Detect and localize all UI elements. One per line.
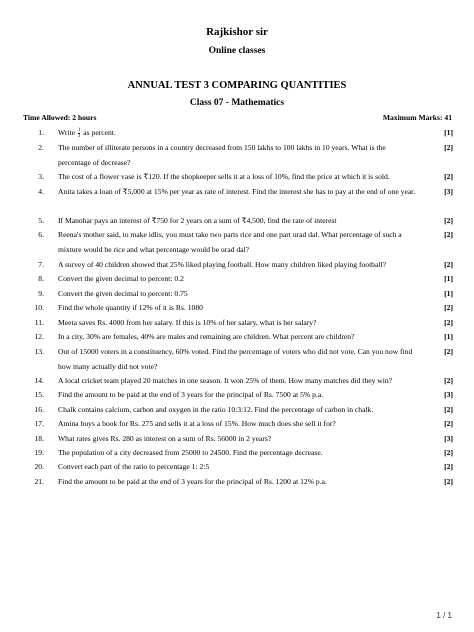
question-marks: [2]: [444, 376, 453, 385]
page-indicator: 1 / 1: [436, 611, 452, 620]
question-text: Out of 15000 voters in a constituency, 60% voted. Find the percentage of voters who did not vote. Can you now find how many actually did not vote?: [58, 347, 413, 371]
question-marks: [2]: [444, 260, 453, 269]
question-text: The number of illiterate persons in a country decreased from 150 lakhs to 100 lakhs in 10 years. What is the percentage of decrease?: [58, 143, 386, 167]
test-title: ANNUAL TEST 3 COMPARING QUANTITIES: [127, 80, 347, 91]
time-allowed: Time Allowed: 2 hours: [23, 113, 97, 122]
question-text: In a city, 30% are females, 40% are males and remaining are children. What percent are children?: [58, 332, 355, 341]
question-number: 17.: [34, 419, 44, 428]
question-text: Amina buys a book for Rs. 275 and sells it at a loss of 15%. How much does she sell it for?: [58, 419, 336, 428]
question-number: 4.: [38, 187, 44, 196]
question-text: Convert the given decimal to percent: 0.75: [58, 289, 188, 298]
question-marks: [2]: [444, 405, 453, 414]
question-text-suffix: as percent.: [83, 128, 116, 137]
fraction-denominator: 3: [77, 133, 81, 139]
question-text: Find the whole quantity if 12% of it is Rs. 1080: [58, 303, 203, 312]
question-number: 16.: [34, 405, 44, 414]
author-name: Rajkishor sir: [206, 26, 268, 38]
question-text: Find the amount to be paid at the end of 3 years for the principal of Rs. 7500 at 5% p.a.: [58, 390, 324, 399]
question-marks: [2]: [444, 462, 453, 471]
question-text: Convert the given decimal to percent: 0.2: [58, 274, 184, 283]
question-marks: [3]: [444, 434, 453, 443]
question-text: Anita takes a loan of ₹5,000 at 15% per year as rate of interest. Find the interest she has to pay at the end of one year.: [58, 187, 416, 196]
question-number: 15.: [34, 390, 44, 399]
question-number: 13.: [34, 347, 44, 356]
question-number: 14.: [34, 376, 44, 385]
question-text: The population of a city decreased from 25000 to 24500. Find the percentage decrease.: [58, 448, 323, 457]
question-number: 5.: [38, 216, 44, 225]
fraction-numerator: 1: [77, 127, 81, 133]
question-number: 6.: [38, 230, 44, 239]
question-marks: [1]: [444, 128, 453, 137]
subtitle: Online classes: [208, 46, 266, 56]
question-text: The cost of a flower vase is ₹120. If the shopkeeper sells it at a loss of 10%, find the price at which it is sold.: [58, 172, 390, 181]
question-marks: [2]: [444, 172, 453, 181]
question-marks: [2]: [444, 230, 453, 239]
question-text: Convert each part of the ratio to percentage 1: 2:5: [58, 462, 210, 471]
question-text: Meeta saves Rs. 4000 from her salary. If this is 10% of her salary, what is her salary?: [58, 318, 317, 327]
question-text: A survey of 40 children showed that 25% liked playing football. How many children liked playing football?: [58, 260, 386, 269]
question-marks: [2]: [444, 419, 453, 428]
question-number: 8.: [38, 274, 44, 283]
question-marks: [2]: [444, 318, 453, 327]
question-marks: [2]: [444, 477, 453, 486]
question-marks: [3]: [444, 390, 453, 399]
class-line: Class 07 - Mathematics: [189, 98, 285, 108]
question-number: 10.: [34, 303, 44, 312]
question-number: 11.: [34, 318, 44, 327]
question-marks: [1]: [444, 332, 453, 341]
question-text: A local cricket team played 20 matches in one season. It won 25% of them. How many matches did they win?: [58, 376, 393, 385]
question-text: Chalk contains calcium, carbon and oxygen in the ratio 10:3:12. Find the percentage of carbon in chalk.: [58, 405, 374, 414]
question-text: What rates gives Rs. 280 as interest on a sum of Rs. 56000 in 2 years?: [58, 434, 272, 443]
maximum-marks: Maximum Marks: 41: [382, 113, 452, 122]
question-text: Find the amount to be paid at the end of 3 years for the principal of Rs. 1200 at 12% p.a.: [58, 477, 327, 486]
question-marks: [2]: [444, 143, 453, 152]
question-text-prefix: Write: [58, 128, 75, 137]
question-number: 20.: [34, 462, 44, 471]
question-number: 21.: [34, 477, 44, 486]
question-text: If Manohar pays an interest of ₹750 for 2 years on a sum of ₹4,500, find the rate of interest: [58, 216, 337, 225]
question-number: 7.: [38, 260, 44, 269]
fraction: [78, 128, 81, 139]
question-marks: [3]: [444, 187, 453, 196]
question-number: 12.: [34, 332, 44, 341]
question-number: 2.: [38, 143, 44, 152]
question-text: Reena's mother said, to make idlis, you must take two parts rice and one part urad dal. What percentage of such a mixture would be rice and what percentage would be urad dal?: [58, 230, 402, 254]
question-marks: [1]: [444, 289, 453, 298]
question-marks: [2]: [444, 347, 453, 356]
question-marks: [2]: [444, 303, 453, 312]
question-marks: [2]: [444, 448, 453, 457]
question-marks: [2]: [444, 216, 453, 225]
question-number: 19.: [34, 448, 44, 457]
question-number: 18.: [34, 434, 44, 443]
question-marks: [1]: [444, 274, 453, 283]
question-number: 1.: [38, 128, 44, 137]
question-number: 3.: [38, 172, 44, 181]
question-number: 9.: [38, 289, 44, 298]
question-text: [58, 126, 420, 141]
